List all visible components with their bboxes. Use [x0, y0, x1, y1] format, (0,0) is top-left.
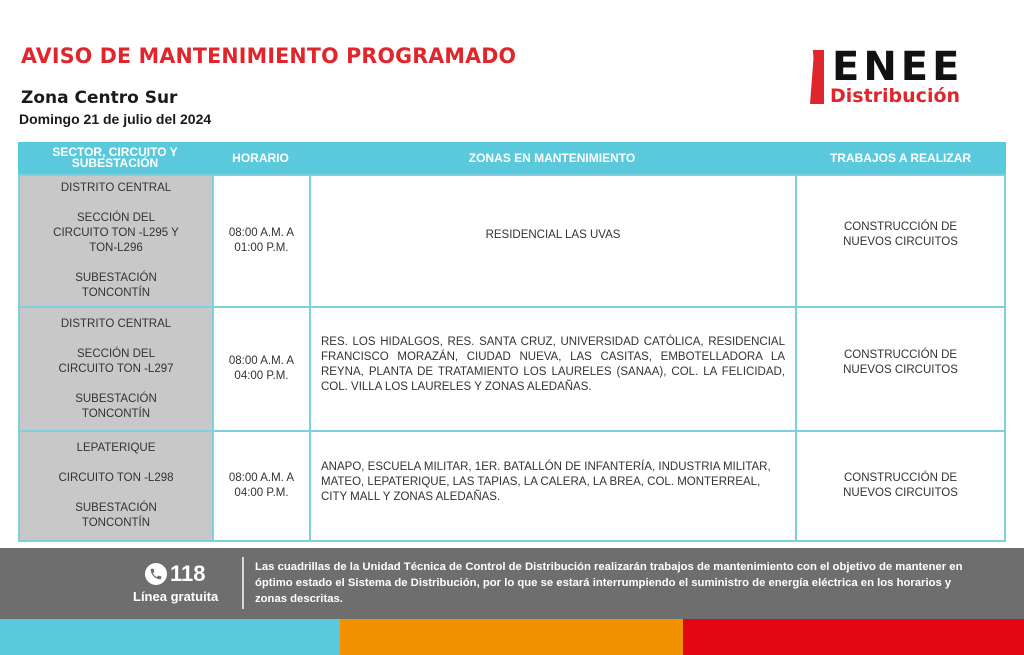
work-line: NUEVOS CIRCUITOS	[843, 364, 958, 376]
sector-line: CIRCUITO TON -L298	[58, 472, 174, 484]
footer-bar	[0, 548, 1024, 619]
zones-text: RES. LOS HIDALGOS, RES. SANTA CRUZ, UNIVERSIDAD CATÓLICA, RESIDENCIAL FRANCISCO MORAZÁN, CIUDAD NUEVA, LAS CASITAS, EMBOTELLADORA LA REYNA, PLANTA DE TRATAMIENTO LOS LAURELES (SANAA), COL. LA FELICIDAD, COL. VILLA LOS LAURELES Y ZONAS ALEDAÑAS.	[321, 336, 785, 393]
schedule-end: 04:00 P.M.	[234, 487, 289, 499]
schedule-start: 08:00 A.M. A	[228, 227, 295, 239]
hotline-number: 118	[170, 561, 206, 586]
schedule-cell	[212, 306, 311, 432]
work-line: CONSTRUCCIÓN DE	[843, 472, 958, 484]
zones-cell	[309, 306, 797, 432]
zone-name: Zona Centro Sur	[21, 88, 178, 108]
notice-date: Domingo 21 de julio del 2024	[19, 111, 212, 127]
phone-icon	[145, 563, 167, 585]
work-cell	[795, 306, 1006, 432]
work-line: NUEVOS CIRCUITOS	[843, 236, 958, 248]
sector-cell	[18, 430, 214, 542]
sector-line: TONCONTÍN	[81, 517, 151, 529]
work-line: NUEVOS CIRCUITOS	[843, 487, 958, 499]
sector-cell	[18, 306, 214, 432]
column-header-sector: SECTOR, CIRCUITO Y SUBESTACIÓN	[52, 145, 178, 170]
sector-line: CIRCUITO TON -L295 Y	[53, 227, 179, 239]
notice-title: AVISO DE MANTENIMIENTO PROGRAMADO	[21, 44, 517, 68]
hotline-label: Línea gratuita	[133, 589, 219, 604]
work-line: CONSTRUCCIÓN DE	[843, 349, 958, 361]
sector-line: CIRCUITO TON -L297	[58, 362, 174, 375]
sector-cell	[18, 174, 214, 308]
sector-line: SECCIÓN DEL	[77, 347, 155, 360]
zones-text: RESIDENCIAL LAS UVAS	[485, 228, 621, 241]
work-line: CONSTRUCCIÓN DE	[843, 221, 958, 233]
maintenance-table	[18, 142, 1006, 529]
schedule-end: 04:00 P.M.	[234, 370, 289, 382]
hotline	[145, 561, 206, 587]
sector-line: DISTRITO CENTRAL	[60, 182, 172, 194]
column-header-zones: ZONAS EN MANTENIMIENTO	[468, 150, 636, 165]
sector-line: SUBESTACIÓN	[75, 272, 157, 284]
column-header-schedule: HORARIO	[232, 150, 289, 165]
sector-line: SECCIÓN DEL	[77, 212, 155, 224]
table-row	[18, 430, 1006, 542]
schedule-start: 08:00 A.M. A	[228, 355, 295, 367]
stripe-orange	[340, 619, 683, 655]
footer-notice: Las cuadrillas de la Unidad Técnica de Control de Distribución realizarán trabajos de mantenimiento con el objetivo de mantener en óptimo estado el Sistema de Distribución, por lo que se estará interrumpiendo el suministro de energía eléctrica en los horarios y zonas descritas.	[255, 561, 963, 605]
logo-mark-icon	[810, 50, 824, 104]
footer-divider	[242, 557, 244, 609]
sector-line: SUBESTACIÓN	[75, 392, 157, 405]
logo-brand: ENEE	[832, 44, 964, 90]
table-header	[18, 142, 1006, 174]
sector-line: TON-L296	[89, 242, 143, 254]
logo-subtitle: Distribución	[830, 85, 961, 107]
sector-line: DISTRITO CENTRAL	[60, 317, 172, 330]
stripe-blue	[0, 619, 340, 655]
schedule-end: 01:00 P.M.	[234, 242, 289, 254]
sector-line: TONCONTÍN	[81, 287, 151, 299]
sector-line: TONCONTÍN	[81, 407, 151, 420]
sector-line: SUBESTACIÓN	[75, 502, 157, 514]
enee-logo	[808, 44, 988, 107]
zones-cell	[309, 174, 797, 308]
zones-text: ANAPO, ESCUELA MILITAR, 1ER. BATALLÓN DE INFANTERÍA, INDUSTRIA MILITAR, MATEO, LEPATERIQUE, LAS TAPIAS, LA CALERA, LA BREA, COL. MONTERREAL, CITY MALL Y ZONAS ALEDAÑAS.	[321, 460, 771, 503]
sector-line: LEPATERIQUE	[76, 442, 156, 454]
table-row	[18, 174, 1006, 308]
stripe-red	[683, 619, 1024, 655]
schedule-start: 08:00 A.M. A	[228, 472, 295, 484]
column-header-work: TRABAJOS A REALIZAR	[829, 150, 972, 165]
work-cell	[795, 174, 1006, 308]
schedule-cell	[212, 430, 311, 542]
table-row	[18, 306, 1006, 432]
zones-cell	[309, 430, 797, 542]
work-cell	[795, 430, 1006, 542]
schedule-cell	[212, 174, 311, 308]
